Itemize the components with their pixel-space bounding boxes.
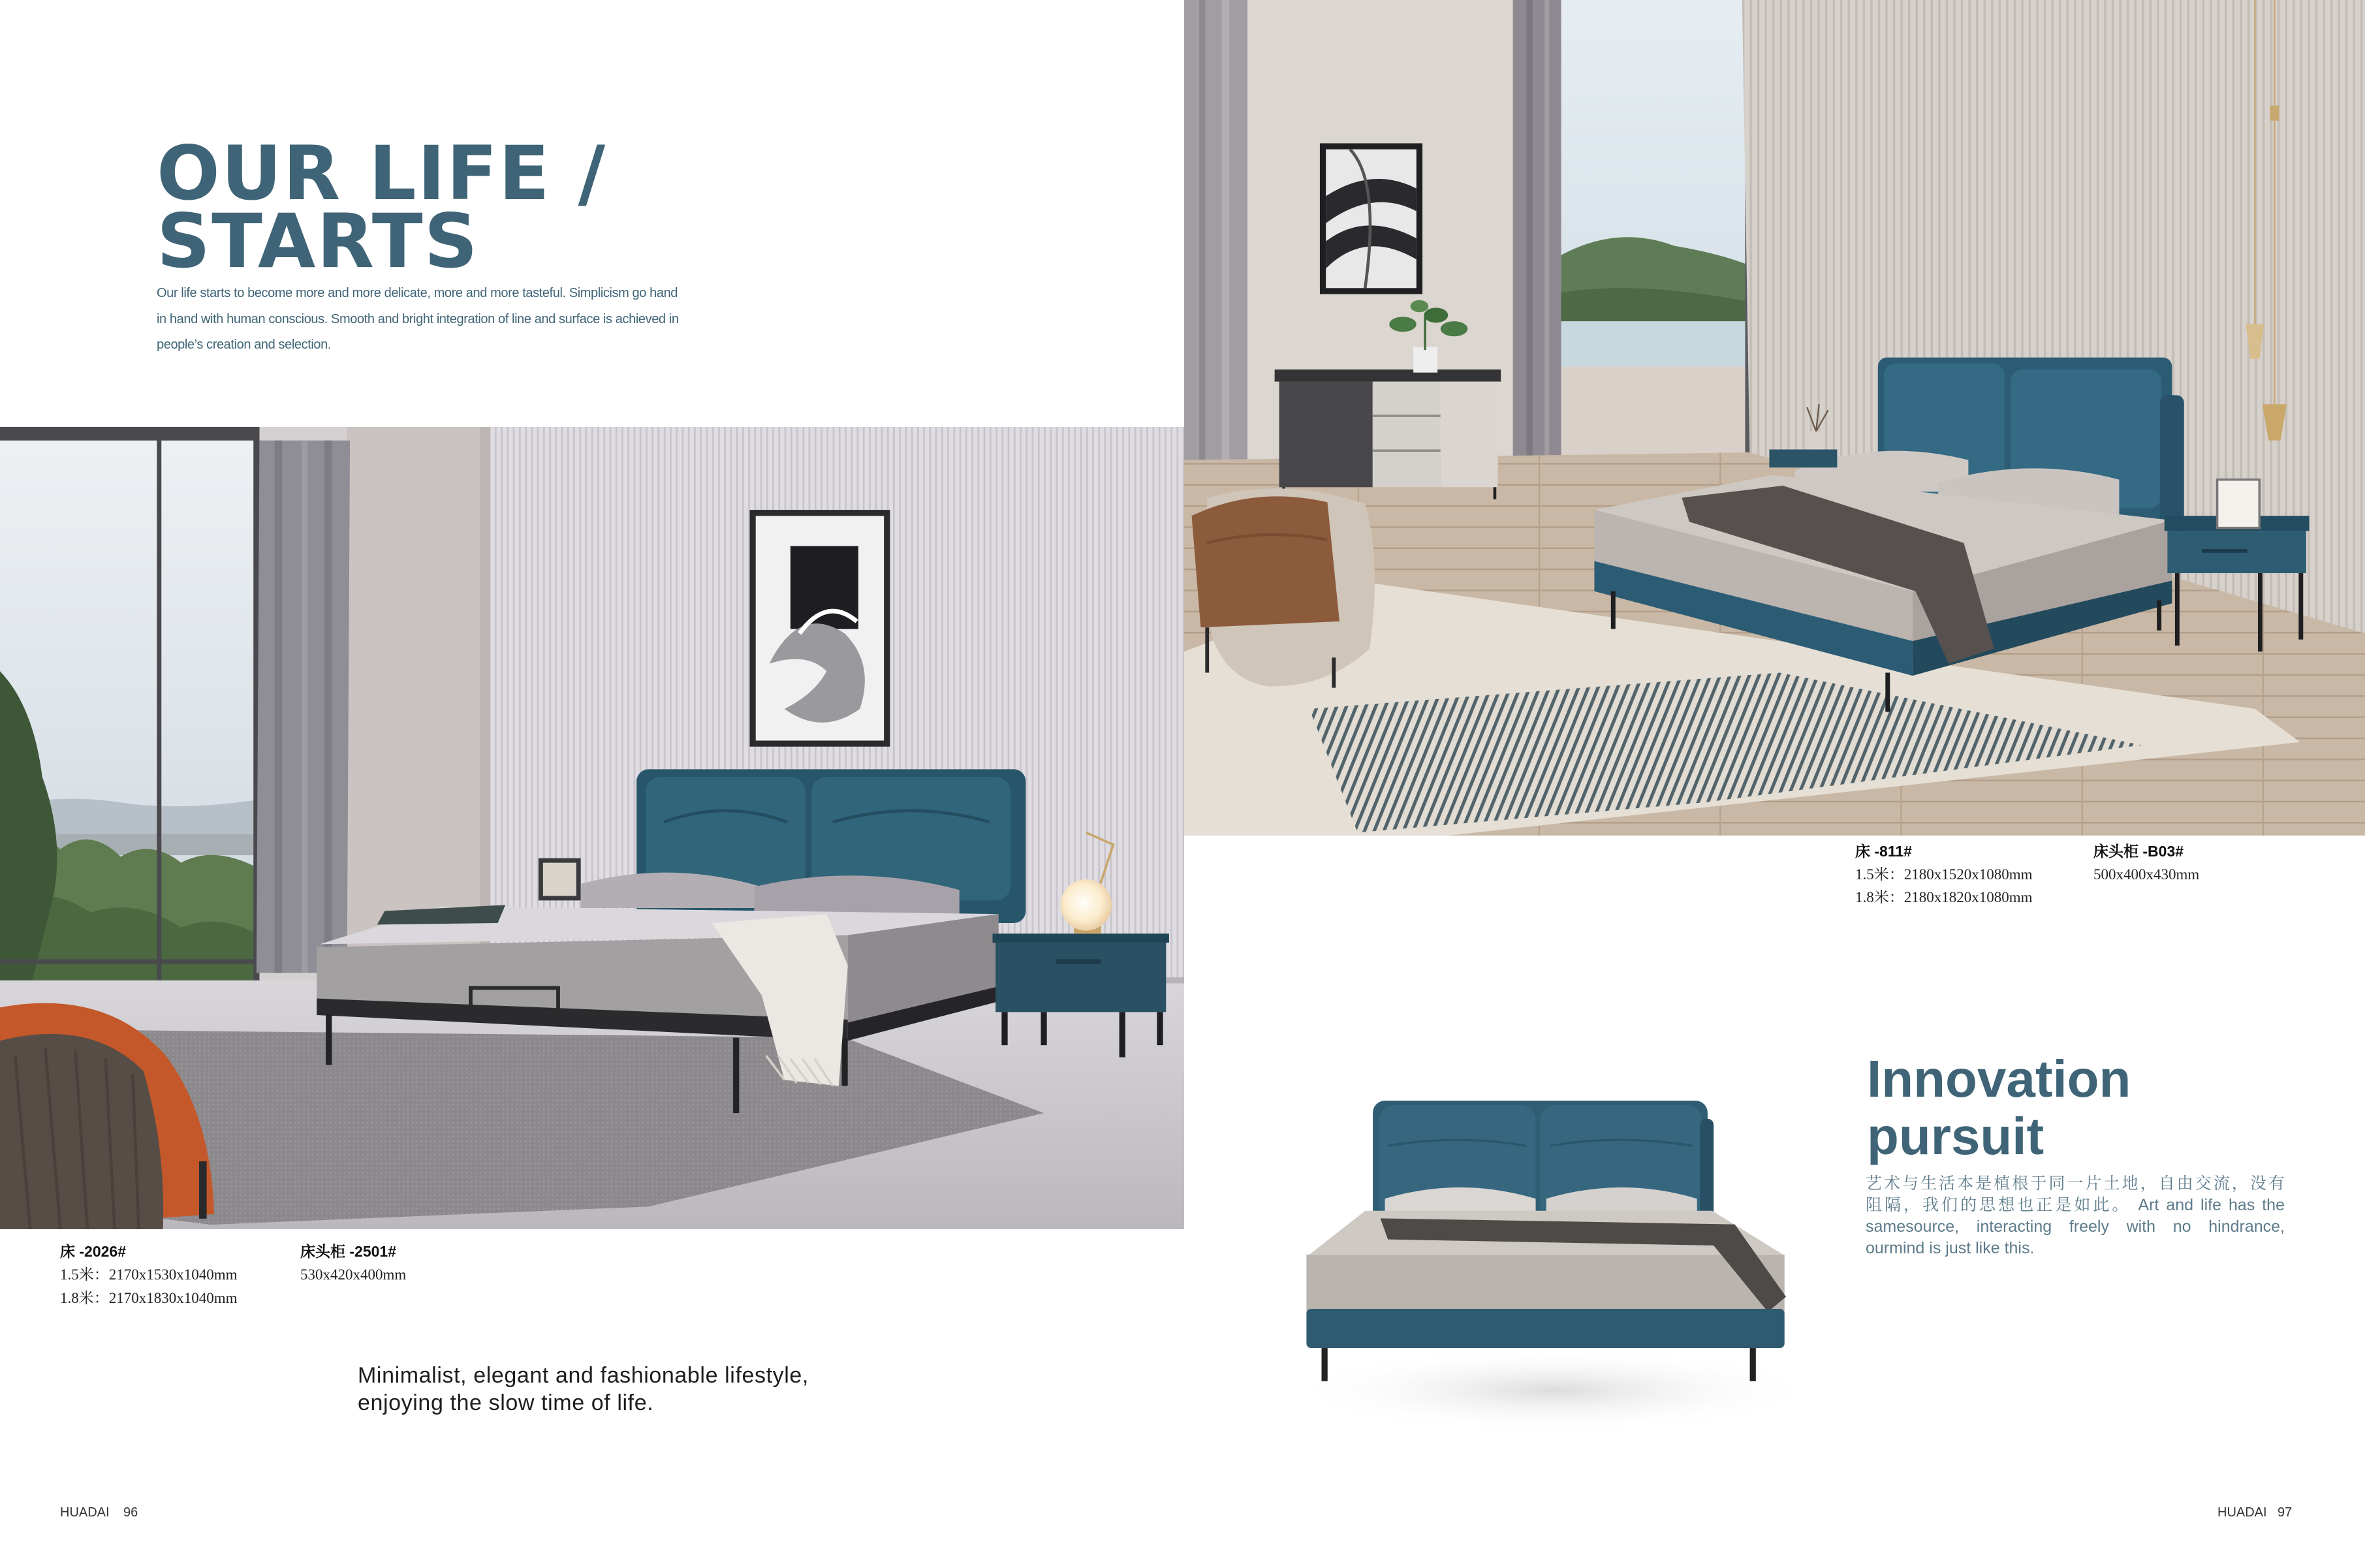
tagline [358,1362,809,1417]
wall-artwork [1320,143,1422,294]
intro-paragraph [157,281,679,358]
heading-line-1: Innovation [1867,1050,2131,1108]
bed-shadow [1290,1348,1810,1432]
page-number-right: 97 [2278,1505,2293,1520]
body-line: samesource, interacting freely with no hindrance, [1866,1217,2285,1236]
headline-line-1: OUR LIFE / [157,130,607,217]
intro-line: Our life starts to become more and more delicate, more and more tasteful. Simplicism go hand [157,286,678,300]
window [0,427,259,988]
nightstand-size: 530x420x400mm [300,1266,407,1283]
tagline-line: Minimalist, elegant and fashionable lifestyle, [358,1363,809,1388]
section-heading [1867,1050,2131,1165]
page-number-left: 96 [123,1505,138,1520]
tagline-line: enjoying the slow time of life. [358,1390,654,1415]
bedroom-photo-left [0,427,1184,1229]
nightstand-size: 500x400x430mm [2093,866,2200,883]
nightstand-spec-b03 [2093,840,2199,886]
bed-model: 床 -811# [1855,843,1912,860]
window [1554,0,1749,457]
intro-line: in hand with human conscious. Smooth and bright integration of line and surface is achieved in [157,311,679,326]
body-line: 阻隔，我们的思想也正是如此。 Art and life has the [1866,1196,2285,1214]
intro-line: people’s creation and selection. [157,337,332,352]
bed-size: 1.8米：2170x1830x1040mm [60,1290,238,1306]
headline [157,130,607,285]
sideboard [1275,369,1501,499]
photo-frame [539,858,581,901]
bed-product-image [1290,1086,1810,1440]
bed-spec-2026 [60,1240,238,1310]
bed-size: 1.5米：2180x1520x1080mm [1855,866,2033,883]
section-body [1866,1173,2285,1259]
nightstand-spec-2501 [300,1240,406,1287]
bed-model: 床 -2026# [60,1243,127,1260]
wall-artwork [749,510,890,747]
footer-brand-left: HUADAI [60,1505,110,1520]
curtain-window [1513,0,1561,460]
bed-spec-811 [1855,840,2033,909]
footer-brand-right: HUADAI [2217,1505,2267,1520]
bed-size: 1.5米：2170x1530x1040mm [60,1266,238,1283]
body-line: ourmind is just like this. [1866,1239,2035,1257]
body-line: 艺术与生活本是植根于同一片土地，自由交流，没有 [1866,1174,2285,1193]
nightstand-model: 床头柜 -2501# [300,1243,397,1260]
curtain [257,441,350,973]
heading-line-2: pursuit [1867,1107,2044,1165]
nightstand-model: 床头柜 -B03# [2093,843,2184,860]
headline-line-2: STARTS [157,198,479,285]
bed-size: 1.8米：2180x1820x1080mm [1855,889,2033,905]
curtain-left [1184,0,1247,505]
bedroom-photo-right [1184,0,2365,836]
